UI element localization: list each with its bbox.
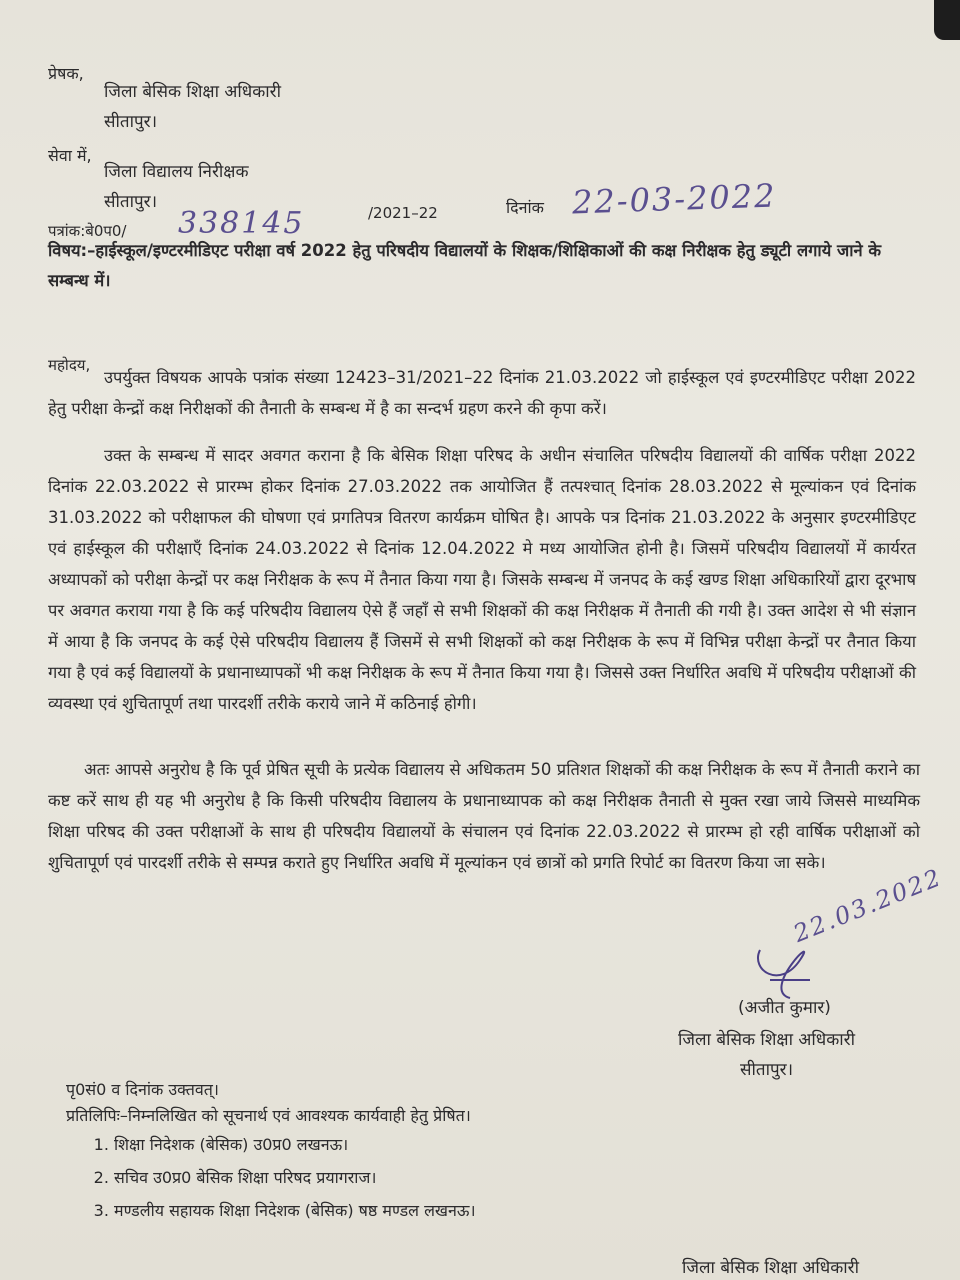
- paragraph-1: उपर्युक्त विषयक आपके पत्रांक संख्या 12423–31/2021–22 दिनांक 21.03.2022 जो हाईस्कूल एवं इण्टरमीडिएट परीक्षा 2022 हेतु परीक्षा केन्द्रों कक्ष निरीक्षकों की तैनाती के सम्बन्ध में है का सन्दर्भ ग्रहण करने की कृपा करें।: [48, 368, 916, 418]
- sender-place: सीतापुर।: [104, 112, 158, 132]
- date-value: 22-03-2022: [571, 176, 778, 222]
- copy-list-item: 3. मण्डलीय सहायक शिक्षा निदेशक (बेसिक) षष्ठ मण्डल लखनऊ।: [114, 1194, 476, 1227]
- signatory-name: (अजीत कुमार): [738, 998, 831, 1018]
- reference-label: पत्रांक:बे0प0/: [48, 222, 127, 240]
- subject-line: विषय:–हाईस्कूल/इण्टरमीडिएट परीक्षा वर्ष 2022 हेतु परिषदीय विद्यालयों के शिक्षक/शिक्षिकाओं की कक्ष निरीक्षक हेतु ड्यूटी लगाये जाने के सम्बन्ध में।: [48, 241, 882, 290]
- signature-scribble: [740, 940, 940, 1000]
- copy-intro: प्रतिलिपिः–निम्नलिखित को सूचनार्थ एवं आवश्यक कार्यवाही हेतु प्रेषित।: [66, 1106, 471, 1125]
- recipient-label: सेवा में,: [48, 146, 92, 165]
- footer-title: जिला बेसिक शिक्षा अधिकारी: [682, 1258, 860, 1278]
- endorsement: पृ0सं0 व दिनांक उक्तवत्।: [66, 1080, 219, 1099]
- copy-list-item: 2. सचिव उ0प्र0 बेसिक शिक्षा परिषद प्रयागराज।: [114, 1161, 476, 1194]
- signatory-place: सीतापुर।: [740, 1060, 794, 1080]
- recipient-title: जिला विद्यालय निरीक्षक: [104, 162, 249, 182]
- signatory-title: जिला बेसिक शिक्षा अधिकारी: [678, 1030, 856, 1050]
- sender-label: प्रेषक,: [48, 64, 84, 83]
- reference-number: 338145: [178, 206, 305, 241]
- salutation: महोदय,: [48, 356, 91, 374]
- reference-year: /2021–22: [368, 204, 438, 222]
- paragraph-2: उक्त के सम्बन्ध में सादर अवगत कराना है कि बेसिक शिक्षा परिषद के अधीन संचालित परिषदीय विद्यालयों की वार्षिक परीक्षा 2022 दिनांक 22.03.2022 से प्रारम्भ होकर दिनांक 27.03.2022 तक आयोजित हैं तत्पश्चात् दिनांक 28.03.2022 से मूल्यांकन एवं दिनांक 31.03.2022 को परीक्षाफल की घोषणा एवं प्रगतिपत्र वितरण कार्यक्रम घोषित है। आपके पत्र दिनांक 21.03.2022 के अनुसार इण्टरमीडिएट एवं हाईस्कूल की परीक्षाएँ दिनांक 24.03.2022 से दिनांक 12.04.2022 मे मध्य आयोजित होनी है। जिसमें परिषदीय विद्यालयों में कार्यरत अध्यापकों को परीक्षा केन्द्रों पर कक्ष निरीक्षक के रूप में तैनात किया गया है। जिसके सम्बन्ध में जनपद के कई खण्ड शिक्षा अधिकारियों द्वारा दूरभाष पर अवगत कराया गया है कि कई परिषदीय विद्यालय ऐसे हैं जहाँ से सभी शिक्षकों की कक्ष निरीक्षक में तैनाती की गयी है। उक्त आदेश से भी संज्ञान में आया है कि जनपद के कई ऐसे परिषदीय विद्यालय हैं जिसमें से सभी शिक्षकों को कक्ष निरीक्षक के रूप में विभिन्न परीक्षा केन्द्रों पर तैनात किया गया है एवं कई विद्यालयों के प्रधानाध्यापकों भी कक्ष निरीक्षक के रूप में तैनात किया गया है। जिससे उक्त निर्धारित अवधि में परिषदीय परीक्षाओं की व्यवस्था एवं शुचितापूर्ण तथा पारदर्शी तरीके कराये जाने में कठिनाई होगी।: [48, 446, 916, 713]
- binder-clip: [934, 0, 960, 40]
- copy-list: [90, 1128, 476, 1227]
- signature-date: 22.03.2022: [789, 863, 946, 948]
- date-label: दिनांक: [506, 198, 544, 217]
- copy-list-item: 1. शिक्षा निदेशक (बेसिक) उ0प्र0 लखनऊ।: [114, 1128, 476, 1161]
- sender-title: जिला बेसिक शिक्षा अधिकारी: [104, 82, 282, 102]
- paragraph-3: अतः आपसे अनुरोध है कि पूर्व प्रेषित सूची के प्रत्येक विद्यालय से अधिकतम 50 प्रतिशत शिक्षकों की कक्ष निरीक्षक के रूप में तैनाती कराने का कष्ट करें साथ ही यह भी अनुरोध है कि किसी परिषदीय विद्यालय के प्रधानाध्यापक को कक्ष निरीक्षक तैनाती से मुक्त रखा जाये जिससे माध्यमिक शिक्षा परिषद की उक्त परीक्षाओं के साथ ही परिषदीय विद्यालयों के संचालन एवं दिनांक 22.03.2022 से प्रारम्भ हो रही वार्षिक परीक्षाओं को शुचितापूर्ण एवं पारदर्शी तरीके से सम्पन्न कराते हुए निर्धारित अवधि में मूल्यांकन एवं छात्रों को प्रगति रिपोर्ट का वितरण किया जा सके।: [48, 760, 920, 872]
- recipient-place: सीतापुर।: [104, 192, 158, 212]
